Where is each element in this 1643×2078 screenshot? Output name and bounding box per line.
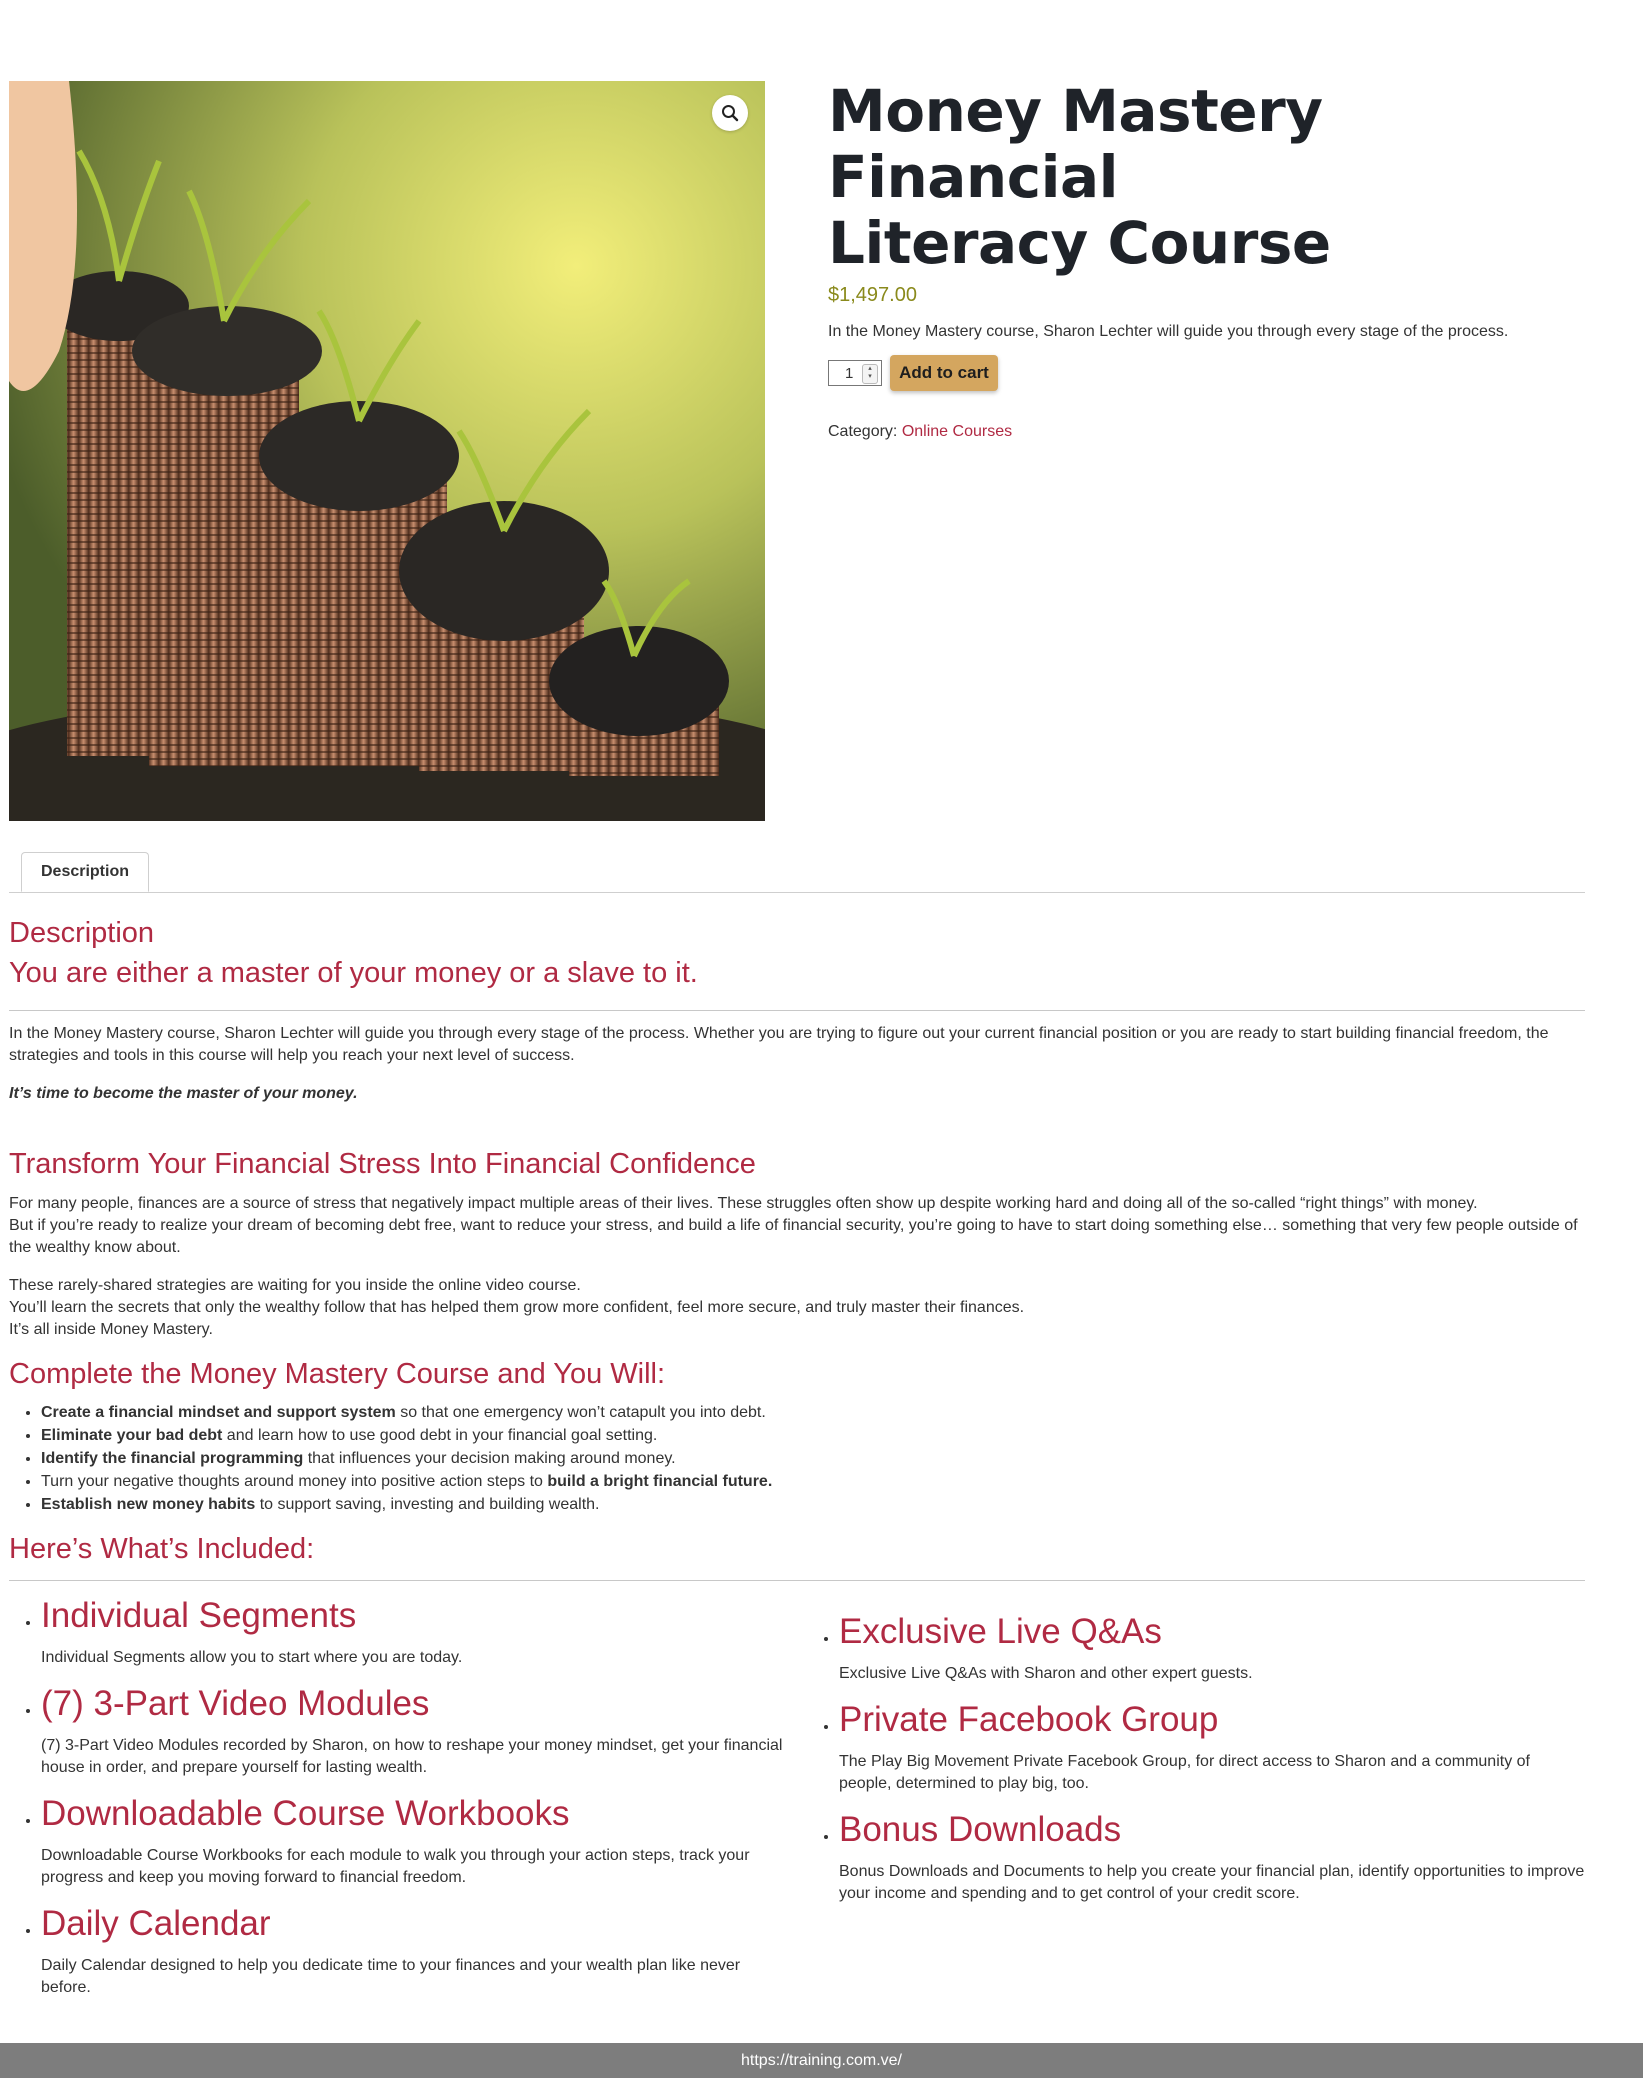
included-desc: Downloadable Course Workbooks for each module to walk you through your action steps, track your progress and keep you moving forward to financial freedom. <box>41 1847 750 1886</box>
benefit-text: to support saving, investing and building wealth. <box>255 1496 600 1513</box>
quantity-stepper[interactable]: ▴ ▾ <box>862 364 878 384</box>
benefits-list <box>9 1401 1585 1516</box>
list-item <box>41 1401 1585 1424</box>
included-item <box>41 1901 787 1999</box>
list-item <box>41 1424 1585 1447</box>
included-desc: (7) 3-Part Video Modules recorded by Sharon, on how to reshape your money mindset, get your financial house in order, and prepare yourself for lasting wealth. <box>41 1737 783 1776</box>
quantity-input[interactable] <box>828 360 882 386</box>
product-title <box>828 78 1598 276</box>
strategies-line-3: It’s all inside Money Mastery. <box>9 1321 213 1338</box>
included-right-column <box>807 1593 1585 2011</box>
included-title: • (7) 3-Part Video Modules <box>41 1684 430 1723</box>
tab-description[interactable]: Description <box>21 852 149 892</box>
included-list-left <box>9 1593 787 1999</box>
benefit-text: that influences your decision making around money. <box>303 1450 676 1467</box>
list-item <box>41 1493 1585 1516</box>
included-item <box>41 1791 787 1889</box>
included-desc: Exclusive Live Q&As with Sharon and other expert guests. <box>839 1665 1253 1682</box>
transform-heading: Transform Your Financial Stress Into Financial Confidence <box>9 1148 756 1180</box>
included-left-column <box>9 1593 787 2011</box>
included-title: • Individual Segments <box>41 1596 357 1635</box>
benefit-bold: Eliminate your bad debt <box>41 1427 223 1444</box>
category-link[interactable]: Online Courses <box>901 423 1013 440</box>
status-url: https://training.com.ve/ <box>741 2051 902 2069</box>
description-heading: Description <box>9 917 155 949</box>
complete-heading: Complete the Money Mastery Course and You Will: <box>9 1358 666 1390</box>
benefit-bold: Create a financial mindset and support system <box>41 1404 396 1421</box>
zoom-button[interactable] <box>712 95 748 131</box>
included-title: • Bonus Downloads <box>839 1810 1122 1849</box>
search-icon <box>721 104 739 122</box>
coins-plants-illustration <box>9 81 765 821</box>
benefit-bold: Establish new money habits <box>41 1496 256 1513</box>
included-desc: Daily Calendar designed to help you dedicate time to your finances and your wealth plan like never before. <box>41 1957 741 1996</box>
included-desc: The Play Big Movement Private Facebook Group, for direct access to Sharon and a community of people, determined to play big, too. <box>839 1753 1530 1792</box>
list-item <box>41 1447 1585 1470</box>
benefit-bold: build a bright financial future. <box>547 1473 773 1490</box>
product-title-line1: Money Mastery Financial <box>828 77 1323 211</box>
included-title: • Downloadable Course Workbooks <box>41 1794 570 1833</box>
product-meta <box>828 423 1598 441</box>
included-item <box>839 1609 1585 1685</box>
strategies-line-2: You’ll learn the secrets that only the wealthy follow that has helped them grow more confident, feel more secure, and truly master their finances. <box>9 1299 1025 1316</box>
cart-form <box>828 355 1598 391</box>
list-item <box>41 1470 1585 1493</box>
included-title: • Exclusive Live Q&As <box>839 1612 1162 1651</box>
intro-paragraph: In the Money Mastery course, Sharon Lechter will guide you through every stage of the process. Whether you are trying to figure out your current financial position or you are ready to start building financial freedom, the strategies and tools in this course will help you reach your next level of success. <box>9 1025 1549 1064</box>
included-desc: Individual Segments allow you to start where you are today. <box>41 1649 463 1666</box>
category-label: Category: <box>828 423 898 440</box>
emphasis-paragraph <box>9 1083 1585 1105</box>
included-item <box>41 1593 787 1669</box>
product-image[interactable] <box>9 81 765 821</box>
product-title-line2: Literacy Course <box>828 209 1331 277</box>
product-tabs <box>9 852 1585 893</box>
included-item <box>41 1681 787 1779</box>
included-desc: Bonus Downloads and Documents to help you create your financial plan, identify opportunities to improve your income and spending and to get control of your credit score. <box>839 1863 1585 1902</box>
transform-paragraph-2: But if you’re ready to realize your dream of becoming debt free, want to reduce your stress, and build a life of financial security, you’re going to have to start doing something else… something that very few people outside of the wealthy know about. <box>9 1217 1578 1256</box>
divider <box>9 1010 1585 1011</box>
included-list-right <box>807 1609 1585 1905</box>
included-columns <box>9 1593 1585 2011</box>
included-item <box>839 1697 1585 1795</box>
included-heading: Here’s What’s Included: <box>9 1533 315 1565</box>
benefit-text: Turn your negative thoughts around money into positive action steps to <box>41 1473 548 1490</box>
transform-paragraph-1: For many people, finances are a source of stress that negatively impact multiple areas of their lives. These struggles often show up despite working hard and doing all of the so-called “right things” with money. <box>9 1195 1478 1212</box>
quantity-value: 1 <box>845 364 854 382</box>
included-title: • Private Facebook Group <box>839 1700 1219 1739</box>
description-tagline: You are either a master of your money or a slave to it. <box>9 957 698 989</box>
short-description: In the Money Mastery course, Sharon Lechter will guide you through every stage of the process. <box>828 323 1509 340</box>
emphasis-text: It’s time to become the master of your money. <box>9 1085 358 1102</box>
add-to-cart-button[interactable]: Add to cart <box>890 355 998 391</box>
product-price: $1,497.00 <box>828 284 917 306</box>
status-bar <box>0 2043 1643 2078</box>
product-summary <box>828 78 1598 441</box>
benefit-text: so that one emergency won’t catapult you into debt. <box>395 1404 766 1421</box>
strategies-line-1: These rarely-shared strategies are waiting for you inside the online video course. <box>9 1277 581 1294</box>
included-title: • Daily Calendar <box>41 1904 271 1943</box>
benefit-bold: Identify the financial programming <box>41 1450 304 1467</box>
divider <box>9 1580 1585 1581</box>
included-item <box>839 1807 1585 1905</box>
benefit-text: and learn how to use good debt in your financial goal setting. <box>222 1427 658 1444</box>
description-panel <box>9 914 1585 2011</box>
